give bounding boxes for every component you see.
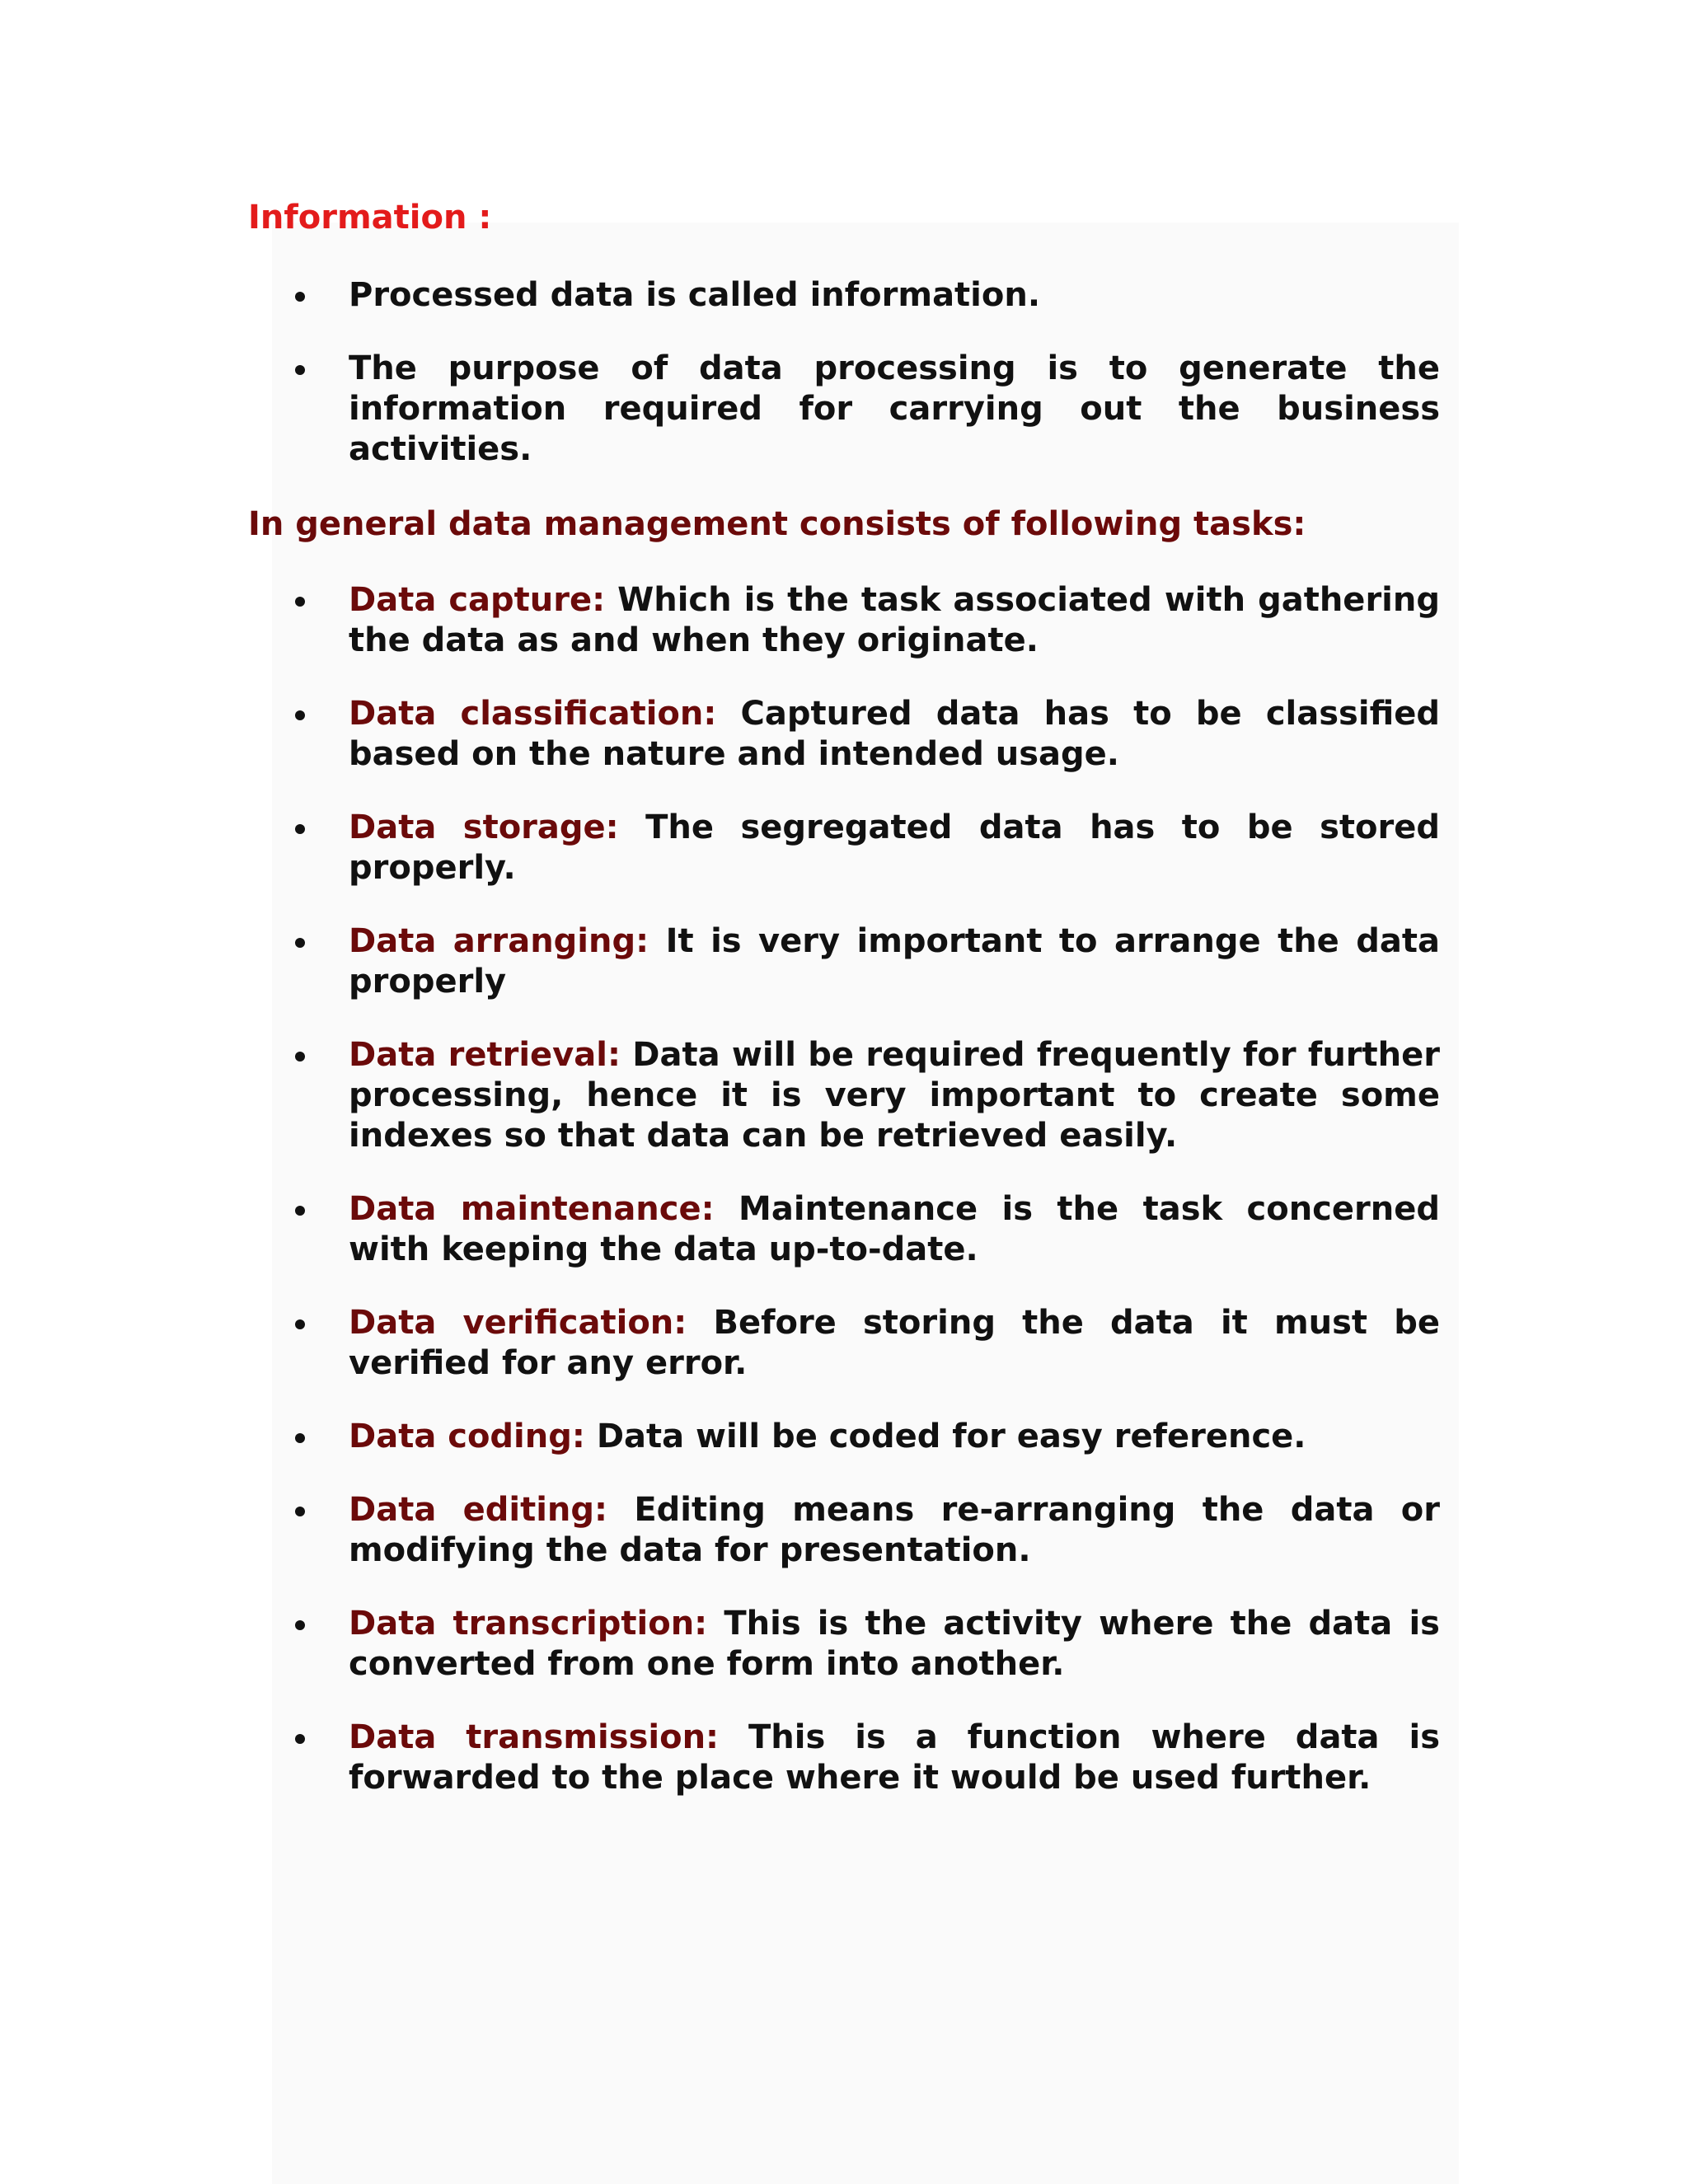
task-item: [248, 1035, 1440, 1156]
bullet-icon: [295, 1433, 305, 1443]
task-item: [248, 1604, 1440, 1685]
task-item: [248, 1189, 1440, 1270]
task-item: [248, 808, 1440, 888]
bullet-icon: [295, 365, 305, 375]
bullet-icon: [295, 938, 305, 948]
task-term: Data retrieval:: [349, 1036, 621, 1074]
task-description: Before storing the data it must be verified for any error.: [349, 1304, 1440, 1382]
list-item: [248, 275, 1440, 316]
task-description: Data will be required frequently for further processing, hence it is very important to create some indexes so that data can be retrieved easily.: [349, 1036, 1440, 1155]
task-description: It is very important to arrange the data properly: [349, 922, 1440, 1001]
bullet-icon: [295, 597, 305, 607]
task-item: [248, 1490, 1440, 1571]
list-item-text: Processed data is called information.: [349, 276, 1041, 314]
tasks-heading: In general data management consists of following tasks:: [248, 505, 1306, 543]
task-description: This is a function where data is forwarded to the place where it would be used further.: [349, 1718, 1441, 1797]
task-item: [248, 580, 1440, 661]
task-term: Data verification:: [349, 1304, 687, 1342]
bullet-icon: [295, 1052, 305, 1062]
task-description: Data will be coded for easy reference.: [596, 1418, 1306, 1455]
task-description: Captured data has to be classified based on the nature and intended usage.: [349, 695, 1440, 773]
bullet-icon: [295, 824, 305, 834]
task-description: The segregated data has to be stored properly.: [349, 808, 1440, 887]
task-description: Editing means re-arranging the data or modifying the data for presentation.: [349, 1491, 1440, 1569]
task-description: Maintenance is the task concerned with keeping the data up-to-date.: [349, 1190, 1440, 1268]
task-item: [248, 921, 1440, 1002]
task-term: Data editing:: [349, 1491, 608, 1529]
list-item-text: The purpose of data processing is to generate the information required for carrying out the business activities.: [349, 349, 1440, 468]
bullet-icon: [295, 1319, 305, 1329]
information-list: [248, 275, 1440, 470]
bullet-icon: [295, 710, 305, 720]
task-description: This is the activity where the data is converted from one form into another.: [349, 1605, 1440, 1683]
tasks-list: [248, 580, 1440, 1798]
task-term: Data classification:: [349, 695, 717, 733]
bullet-icon: [295, 1206, 305, 1216]
task-term: Data transcription:: [349, 1605, 708, 1643]
task-term: Data storage:: [349, 808, 619, 846]
document-body: [248, 198, 1440, 1798]
bullet-icon: [295, 1507, 305, 1516]
bullet-icon: [295, 1734, 305, 1744]
task-term: Data arranging:: [349, 922, 649, 960]
task-item: [248, 1417, 1440, 1457]
task-item: [248, 694, 1440, 775]
information-heading: Information :: [248, 199, 492, 237]
bullet-icon: [295, 1620, 305, 1630]
bullet-icon: [295, 292, 305, 302]
task-item: [248, 1303, 1440, 1384]
task-term: Data capture:: [349, 581, 606, 619]
task-term: Data transmission:: [349, 1718, 720, 1756]
task-description: Which is the task associated with gathering the data as and when they originate.: [349, 581, 1440, 659]
task-term: Data maintenance:: [349, 1190, 715, 1228]
list-item: [248, 349, 1440, 470]
task-item: [248, 1718, 1440, 1798]
task-term: Data coding:: [349, 1418, 585, 1455]
